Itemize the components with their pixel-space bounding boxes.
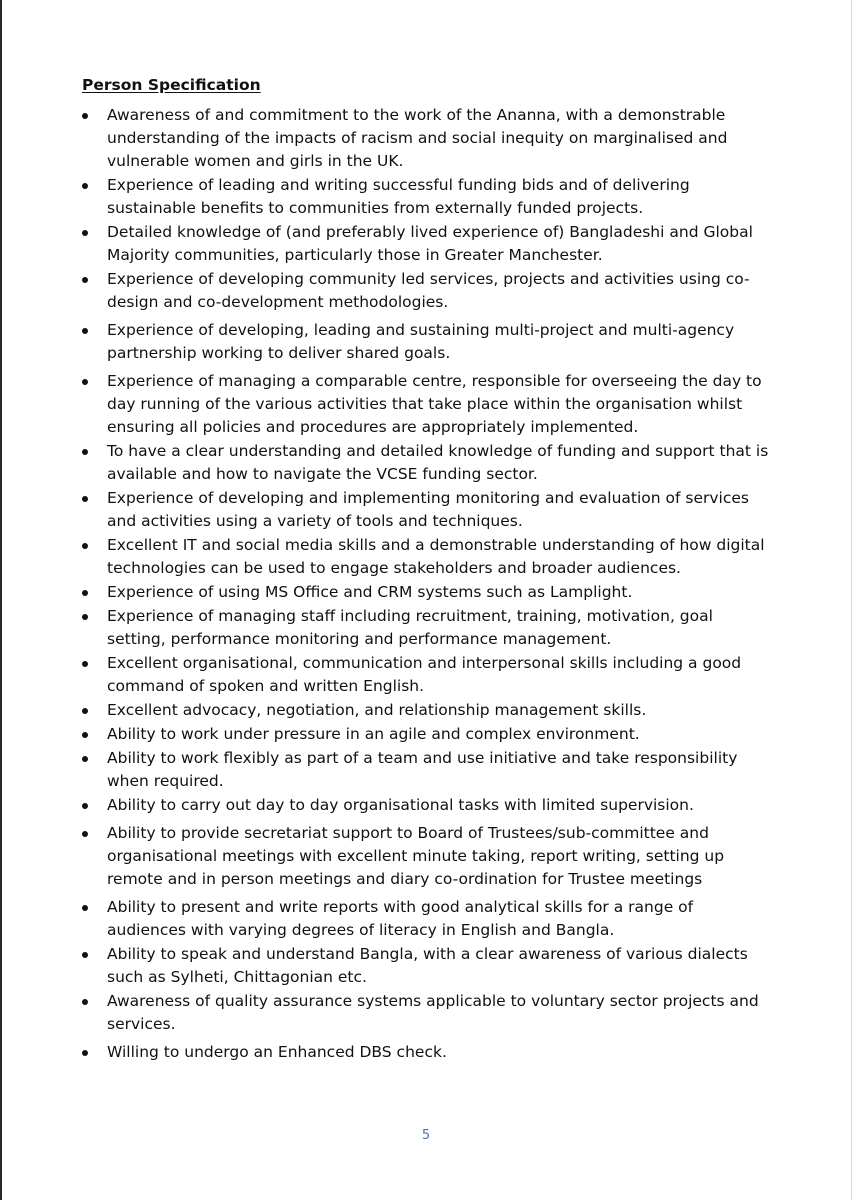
bullet-icon xyxy=(82,590,88,596)
list-item-text: Detailed knowledge of (and preferably lived experience of) Bangladeshi and Global Majority communities, particularly those in Greater Manchester. xyxy=(107,223,753,264)
bullet-icon xyxy=(82,952,88,958)
list-item-text: Ability to present and write reports with good analytical skills for a range of audiences with varying degrees of literacy in English and Bangla. xyxy=(107,898,694,939)
bullet-icon xyxy=(82,543,88,549)
list-item xyxy=(82,605,772,651)
list-item xyxy=(82,896,772,942)
list-item xyxy=(82,990,772,1036)
bullet-icon xyxy=(82,831,88,837)
bullet-icon xyxy=(82,614,88,620)
list-item-text: Experience of managing staff including recruitment, training, motivation, goal setting, performance monitoring and performance management. xyxy=(107,607,713,648)
bullet-icon xyxy=(82,756,88,762)
bullet-icon xyxy=(82,230,88,236)
page-edge-left xyxy=(0,0,2,1200)
list-item-text: Excellent IT and social media skills and a demonstrable understanding of how digital technologies can be used to engage stakeholders and broader audiences. xyxy=(107,536,765,577)
list-item xyxy=(82,319,772,365)
bullet-icon xyxy=(82,449,88,455)
list-item xyxy=(82,440,772,486)
section-title: Person Specification xyxy=(82,76,261,94)
list-item-text: To have a clear understanding and detailed knowledge of funding and support that is available and how to navigate the VCSE funding sector. xyxy=(107,442,769,483)
bullet-icon xyxy=(82,708,88,714)
page-number: 5 xyxy=(421,1128,431,1143)
bullet-icon xyxy=(82,661,88,667)
bullet-icon xyxy=(82,113,88,119)
list-item xyxy=(82,534,772,580)
list-item-text: Experience of managing a comparable centre, responsible for overseeing the day to day running of the various activities that take place within the organisation whilst ensuring all policies and procedures are appropriately implemented. xyxy=(107,372,762,436)
list-item xyxy=(82,174,772,220)
list-item xyxy=(82,581,772,604)
person-specification-list xyxy=(82,104,772,1065)
bullet-icon xyxy=(82,328,88,334)
list-item-text: Awareness of quality assurance systems applicable to voluntary sector projects and services. xyxy=(107,992,759,1033)
list-item-text: Excellent organisational, communication and interpersonal skills including a good command of spoken and written English. xyxy=(107,654,742,695)
list-item-text: Experience of developing and implementing monitoring and evaluation of services and activities using a variety of tools and techniques. xyxy=(107,489,749,530)
list-item xyxy=(82,104,772,173)
list-item-text: Ability to speak and understand Bangla, with a clear awareness of various dialects such as Sylheti, Chittagonian etc. xyxy=(107,945,748,986)
list-item-text: Willing to undergo an Enhanced DBS check. xyxy=(107,1043,447,1061)
list-item xyxy=(82,370,772,439)
bullet-icon xyxy=(82,496,88,502)
list-item xyxy=(82,652,772,698)
list-item-text: Experience of using MS Office and CRM systems such as Lamplight. xyxy=(107,583,633,601)
list-item xyxy=(82,723,772,746)
list-item-text: Experience of developing community led services, projects and activities using co-design and co-development methodologies. xyxy=(107,270,750,311)
bullet-icon xyxy=(82,277,88,283)
bullet-icon xyxy=(82,999,88,1005)
list-item-text: Ability to provide secretariat support to Board of Trustees/sub-committee and organisational meetings with excellent minute taking, report writing, setting up remote and in person meetings and diary co-ordination for Trustee meetings xyxy=(107,824,725,888)
list-item-text: Ability to work flexibly as part of a team and use initiative and take responsibility when required. xyxy=(107,749,738,790)
list-item-text: Experience of developing, leading and sustaining multi-project and multi-agency partnership working to deliver shared goals. xyxy=(107,321,735,362)
bullet-icon xyxy=(82,379,88,385)
bullet-icon xyxy=(82,732,88,738)
list-item xyxy=(82,1041,772,1064)
list-item xyxy=(82,487,772,533)
list-item xyxy=(82,268,772,314)
list-item xyxy=(82,822,772,891)
list-item xyxy=(82,221,772,267)
list-item-text: Ability to work under pressure in an agile and complex environment. xyxy=(107,725,640,743)
list-item-text: Ability to carry out day to day organisational tasks with limited supervision. xyxy=(107,796,694,814)
bullet-icon xyxy=(82,183,88,189)
bullet-icon xyxy=(82,1050,88,1056)
list-item xyxy=(82,699,772,722)
list-item xyxy=(82,943,772,989)
list-item-text: Excellent advocacy, negotiation, and relationship management skills. xyxy=(107,701,647,719)
list-item xyxy=(82,747,772,793)
bullet-icon xyxy=(82,803,88,809)
list-item-text: Awareness of and commitment to the work of the Ananna, with a demonstrable understanding of the impacts of racism and social inequity on marginalised and vulnerable women and girls in the UK. xyxy=(107,106,728,170)
bullet-icon xyxy=(82,905,88,911)
list-item xyxy=(82,794,772,817)
list-item-text: Experience of leading and writing successful funding bids and of delivering sustainable benefits to communities from externally funded projects. xyxy=(107,176,690,217)
